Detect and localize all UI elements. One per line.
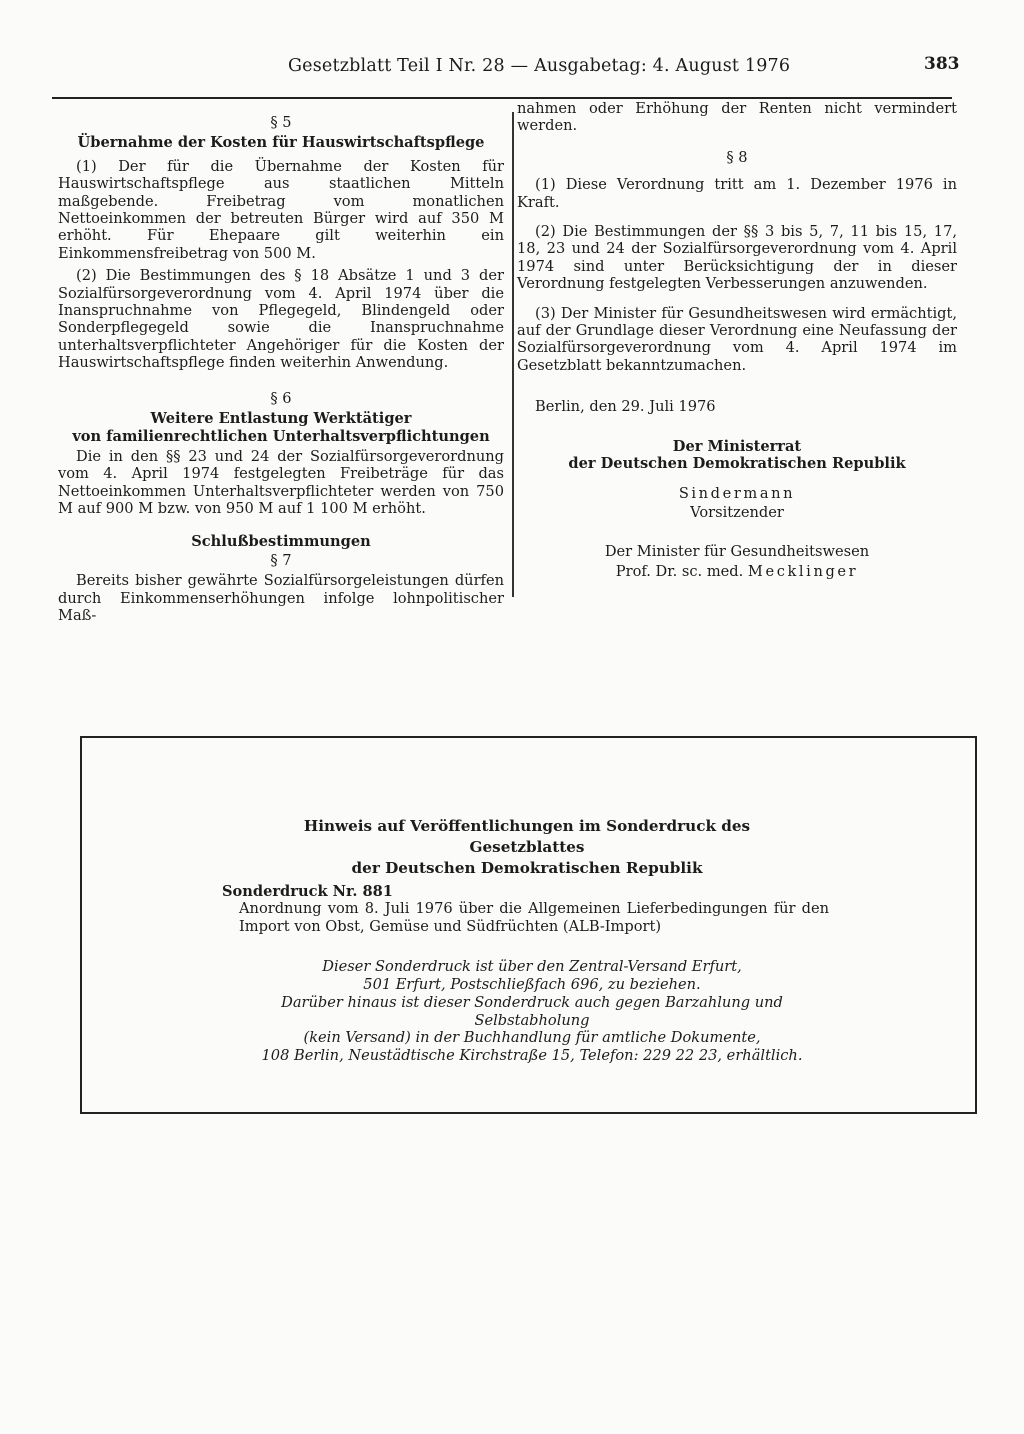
ordering-note-2-line-1: Darüber hinaus ist dieser Sonderdruck auch gegen Barzahlung und Selbstabholung: [281, 994, 783, 1029]
notice-heading-line-1: Hinweis auf Veröffentlichungen im Sonderdruck des Gesetzblattes: [303, 817, 751, 856]
final-provisions-heading: Schlußbestimmungen: [191, 532, 371, 550]
right-column: [517, 100, 957, 580]
section-8-number: § 8: [726, 148, 748, 166]
section-6-paragraph-1: Die in den §§ 23 und 24 der Sozialfürsorgeverordnung vom 4. April 1974 festgelegten Freibeträge für das Nettoeinkommen Unterhaltsverpflichteter werden von 750 M auf 900 M bzw. von 950 M auf 1 100 M erhöht.: [58, 447, 504, 518]
header-rule: [52, 97, 952, 99]
notice-box: [80, 736, 977, 1114]
ordering-note-2-line-2: (kein Versand) in der Buchhandlung für amtliche Dokumente,: [303, 1029, 761, 1047]
section-6-title-line-1: Weitere Entlastung Werktätiger: [150, 410, 412, 428]
special-print-label: Sonderdruck Nr. 881: [222, 883, 393, 900]
section-8-paragraph-1: (1) Diese Verordnung tritt am 1. Dezember 1976 in Kraft.: [517, 176, 957, 211]
ordering-note-2-line-3: 108 Berlin, Neustädtische Kirchstraße 15, Telefon: 229 22 23, erhältlich.: [261, 1046, 803, 1064]
ordering-note-1-line-2: 501 Erfurt, Postschließfach 696, zu beziehen.: [363, 975, 701, 993]
page-header-title: Gesetzblatt Teil I Nr. 28 — Ausgabetag: 4. August 1976: [288, 56, 791, 76]
notice-heading: [267, 816, 787, 879]
signatory-1-role: Vorsitzender: [690, 503, 784, 521]
signatory-2-role: Der Minister für Gesundheitswesen: [604, 543, 870, 561]
section-7-continuation: nahmen oder Erhöhung der Renten nicht vermindert werden.: [517, 100, 957, 135]
ordering-note-1: [252, 958, 812, 993]
section-5-number: § 5: [270, 114, 292, 131]
column-divider: [512, 112, 514, 597]
section-6-title-line-2: von familienrechtlichen Unterhaltsverpflichtungen: [72, 427, 490, 445]
section-5-paragraph-1: (1) Der für die Übernahme der Kosten für Hauswirtschaftspflege aus staatlichen Mitteln maßgebende. Freibetrag vom monatlichen Nettoeinkommen der betreuten Bürger wird auf 350 M erhöht. Für Ehepaare gilt weiterhin ein Einkommensfreibetrag von 500 M.: [58, 157, 504, 262]
signatory-2-title: Prof. Dr. sc. med.: [615, 562, 744, 580]
section-8-paragraph-2: (2) Die Bestimmungen der §§ 3 bis 5, 7, 11 bis 15, 17, 18, 23 und 24 der Sozialfürsorgeverordnung vom 4. April 1974 sind unter Berücksichtigung der in dieser Verordnung festgelegten Verbesserungen anzuwenden.: [517, 223, 957, 293]
section-7-paragraph-1: Bereits bisher gewährte Sozialfürsorgeleistungen dürfen durch Einkommenserhöhungen infolge lohnpolitischer Maß-: [58, 572, 504, 625]
section-8-paragraph-3: (3) Der Minister für Gesundheitswesen wird ermächtigt, auf der Grundlage dieser Verordnung eine Neufassung der Sozialfürsorgeverordnung vom 4. April 1974 im Gesetzblatt bekanntzumachen.: [517, 304, 957, 374]
special-print-description: [239, 900, 829, 935]
signatory-2-name: Mecklinger: [747, 562, 859, 580]
signing-body-line-2: der Deutschen Demokratischen Republik: [568, 455, 906, 473]
page-number: 383: [924, 54, 960, 74]
signing-body-line-1: Der Ministerrat: [672, 437, 802, 455]
section-5-paragraph-2: (2) Die Bestimmungen des § 18 Absätze 1 und 3 der Sozialfürsorgeverordnung vom 4. April 1974 über die Inanspruchnahme von Pflegegeld, Blindengeld oder Sonderpflegegeld sowie die Inanspruchnahme unterhaltsverpflichteter Angehöriger für die Kosten der Hauswirtschaftspflege finden weiterhin Anwendung.: [58, 267, 504, 372]
section-6-number: § 6: [270, 389, 292, 407]
signatory-1-name: Sindermann: [678, 484, 796, 502]
ordering-note-1-line-1: Dieser Sonderdruck ist über den Zentral-Versand Erfurt,: [322, 958, 742, 975]
signing-date: Berlin, den 29. Juli 1976: [535, 398, 716, 416]
left-column: [58, 114, 504, 625]
notice-heading-line-2: der Deutschen Demokratischen Republik: [351, 859, 703, 877]
special-print-description-text: Anordnung vom 8. Juli 1976 über die Allgemeinen Lieferbedingungen für den Import von Obst, Gemüse und Südfrüchten (ALB-Import): [239, 900, 829, 935]
section-5-title: Übernahme der Kosten für Hauswirtschaftspflege: [77, 134, 485, 152]
signatory-2-line: [517, 563, 957, 580]
section-7-number: § 7: [270, 551, 292, 569]
ordering-note-2: [232, 994, 832, 1064]
